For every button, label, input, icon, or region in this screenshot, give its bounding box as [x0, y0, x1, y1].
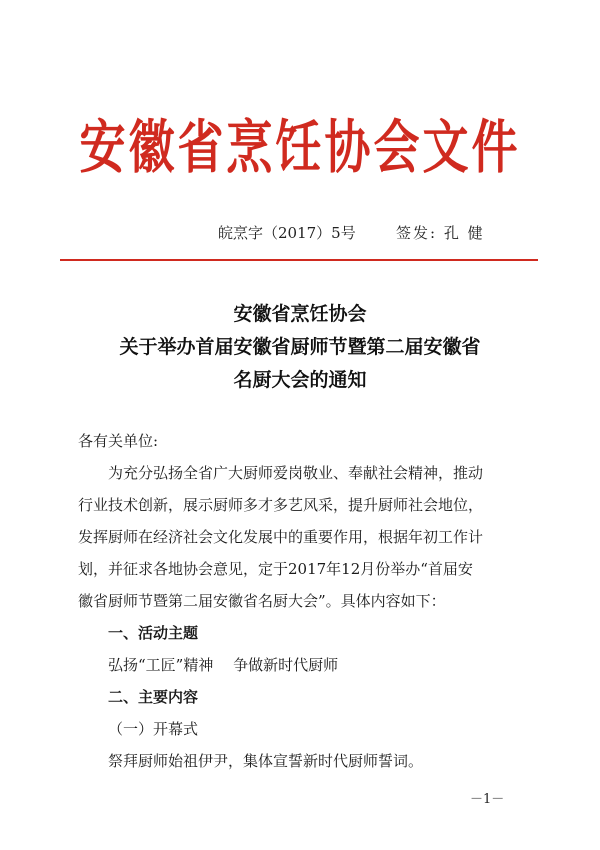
notice-title: [0, 298, 600, 397]
page-number: －1－: [470, 792, 505, 807]
paragraph-1-line-2: 行业技术创新，展示厨师多才多艺风采，提升厨师社会地位，: [78, 496, 484, 514]
document-number: 皖烹字（2017）5号: [218, 224, 356, 242]
notice-title-line-2: 关于举办首届安徽省厨师节暨第二届安徽省: [119, 336, 481, 358]
header-divider-line: [60, 259, 538, 261]
document-signer: 签发: 孔 健: [396, 224, 485, 242]
paragraph-1-line-1: 为充分弘扬全省广大厨师爱岗敬业、奉献社会精神，推动: [108, 464, 484, 482]
section-1-text: 弘扬“工匠”精神 争做新时代厨师: [108, 656, 339, 674]
paragraph-1-line-5: 徽省厨师节暨第二届安徽省名厨大会”。具体内容如下：: [78, 592, 446, 610]
notice-title-line-1: 安徽省烹饪协会: [233, 303, 367, 325]
section-1-heading: 一、活动主题: [108, 624, 199, 642]
section-2-heading: 二、主要内容: [108, 688, 199, 706]
paragraph-1-line-4: 划，并征求各地协会意见，定于2017年12月份举办“首届安: [78, 560, 473, 578]
notice-title-line-3: 名厨大会的通知: [233, 369, 367, 391]
document-header-title: 安徽省烹饪协会文件: [79, 113, 521, 181]
salutation: 各有关单位:: [78, 432, 159, 450]
subsection-1-text: 祭拜厨师始祖伊尹，集体宣誓新时代厨师誓词。: [108, 752, 424, 770]
paragraph-1-line-3: 发挥厨师在经济社会文化发展中的重要作用，根据年初工作计: [78, 528, 484, 546]
subsection-1-heading: （一）开幕式: [108, 720, 199, 738]
